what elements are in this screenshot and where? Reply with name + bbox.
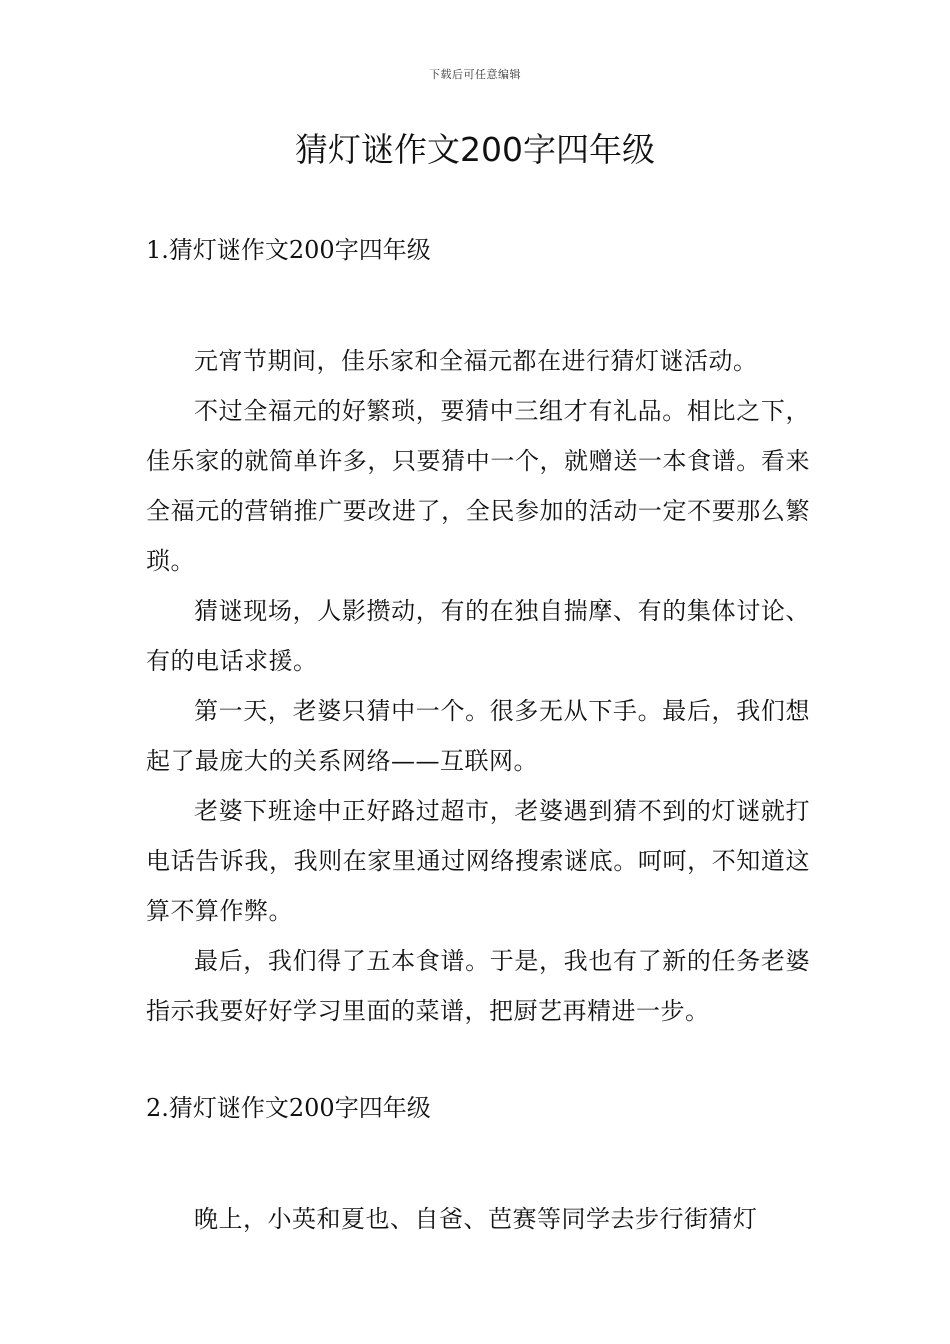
paragraph: 晚上，小英和夏也、自爸、芭赛等同学去步行街猜灯	[194, 1205, 758, 1233]
section-1	[146, 226, 810, 1036]
section-2	[146, 1084, 810, 1244]
document-title: 猜灯谜作文200字四年级	[295, 130, 655, 169]
paragraph: 元宵节期间，佳乐家和全福元都在进行猜灯谜活动。	[194, 347, 758, 375]
document-body	[146, 226, 810, 1244]
section-heading: 1.猜灯谜作文200字四年级	[146, 236, 431, 264]
paragraph: 第一天，老婆只猜中一个。很多无从下手。最后，我们想起了最庞大的关系网络——互联网。	[146, 697, 810, 775]
header-note: 下载后可任意编辑	[429, 68, 521, 81]
paragraph: 最后，我们得了五本食谱。于是，我也有了新的任务老婆指示我要好好学习里面的菜谱，把厨艺再精进一步。	[146, 947, 810, 1025]
paragraph: 老婆下班途中正好路过超市，老婆遇到猜不到的灯谜就打电话告诉我，我则在家里通过网络搜索谜底。呵呵，不知道这算不算作弊。	[146, 797, 810, 925]
paragraph: 猜谜现场，人影攒动，有的在独自揣摩、有的集体讨论、有的电话求援。	[146, 597, 810, 675]
paragraph: 不过全福元的好繁琐，要猜中三组才有礼品。相比之下，佳乐家的就简单许多，只要猜中一个，就赠送一本食谱。看来全福元的营销推广要改进了，全民参加的活动一定不要那么繁琐。	[146, 397, 810, 575]
section-heading: 2.猜灯谜作文200字四年级	[146, 1094, 431, 1122]
